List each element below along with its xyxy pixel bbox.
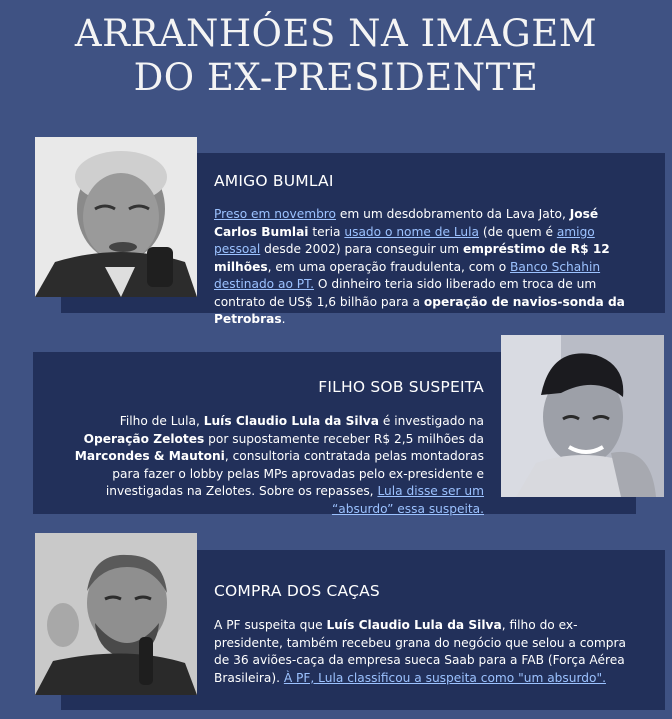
section-body: Filho de Lula, Luís Claudio Lula da Silva é investigado na Operação Zelotes por supostamente receber R$ 2,5 milhões da Marcondes & Mautoni, consultoria contratada pelas montadoras para fazer o lobby pelas MPs aprovadas pelo ex-presidente e investigadas na Zelotes. Sobre os repasses, Lula disse ser um “absurdo” essa suspeita. — [74, 414, 484, 516]
link-amigo-pessoal[interactable]: amigo pessoal — [214, 224, 595, 256]
page-title — [0, 12, 672, 100]
link-banco-schahin[interactable]: Banco Schahin destinado ao PT. — [214, 259, 601, 291]
section-heading: FILHO SOB SUSPEITA — [318, 378, 484, 396]
photo-lula — [35, 533, 197, 695]
photo-luis-claudio — [501, 335, 664, 497]
bumlai-portrait-image — [35, 137, 197, 297]
section-heading: AMIGO BUMLAI — [214, 172, 334, 190]
lula-portrait-image — [35, 533, 197, 695]
link-usado-o-nome[interactable]: usado o nome de Lula — [344, 224, 480, 239]
luis-claudio-portrait-image — [501, 335, 664, 497]
section-body: Preso em novembro em um desdobramento da Lava Jato, José Carlos Bumlai teria usado o nome de Lula (de quem é amigo pessoal desde 2002) para conseguir um empréstimo de R$ 12 milhões, em uma operação fraudulenta, com o Banco Schahin destinado ao PT. O dinheiro teria sido liberado em troca de um contrato de US$ 1,6 bilhão para a operação de navios-sonda da Petrobras. — [214, 207, 625, 326]
section-body: A PF suspeita que Luís Claudio Lula da Silva, filho do ex-presidente, também recebeu grana do negócio que selou a compra de 36 aviões-caça da empresa sueca Saab para a FAB (Força Aérea Brasileira). À PF, Lula classificou a suspeita como "um absurdo". — [214, 618, 626, 685]
photo-bumlai — [35, 137, 197, 297]
link-preso-em-novembro[interactable]: Preso em novembro — [214, 207, 336, 221]
section-heading: COMPRA DOS CAÇAS — [214, 582, 380, 600]
title-line-2: DO EX-PRESIDENTE — [133, 56, 539, 99]
title-line-1: ARRANHÓES NA IMAGEM — [74, 12, 598, 55]
link-pf-lula[interactable]: À PF, Lula classificou a suspeita como "um absurdo". — [283, 670, 606, 685]
link-lula-absurdo[interactable]: Lula disse ser um “absurdo” essa suspeita. — [331, 484, 484, 516]
